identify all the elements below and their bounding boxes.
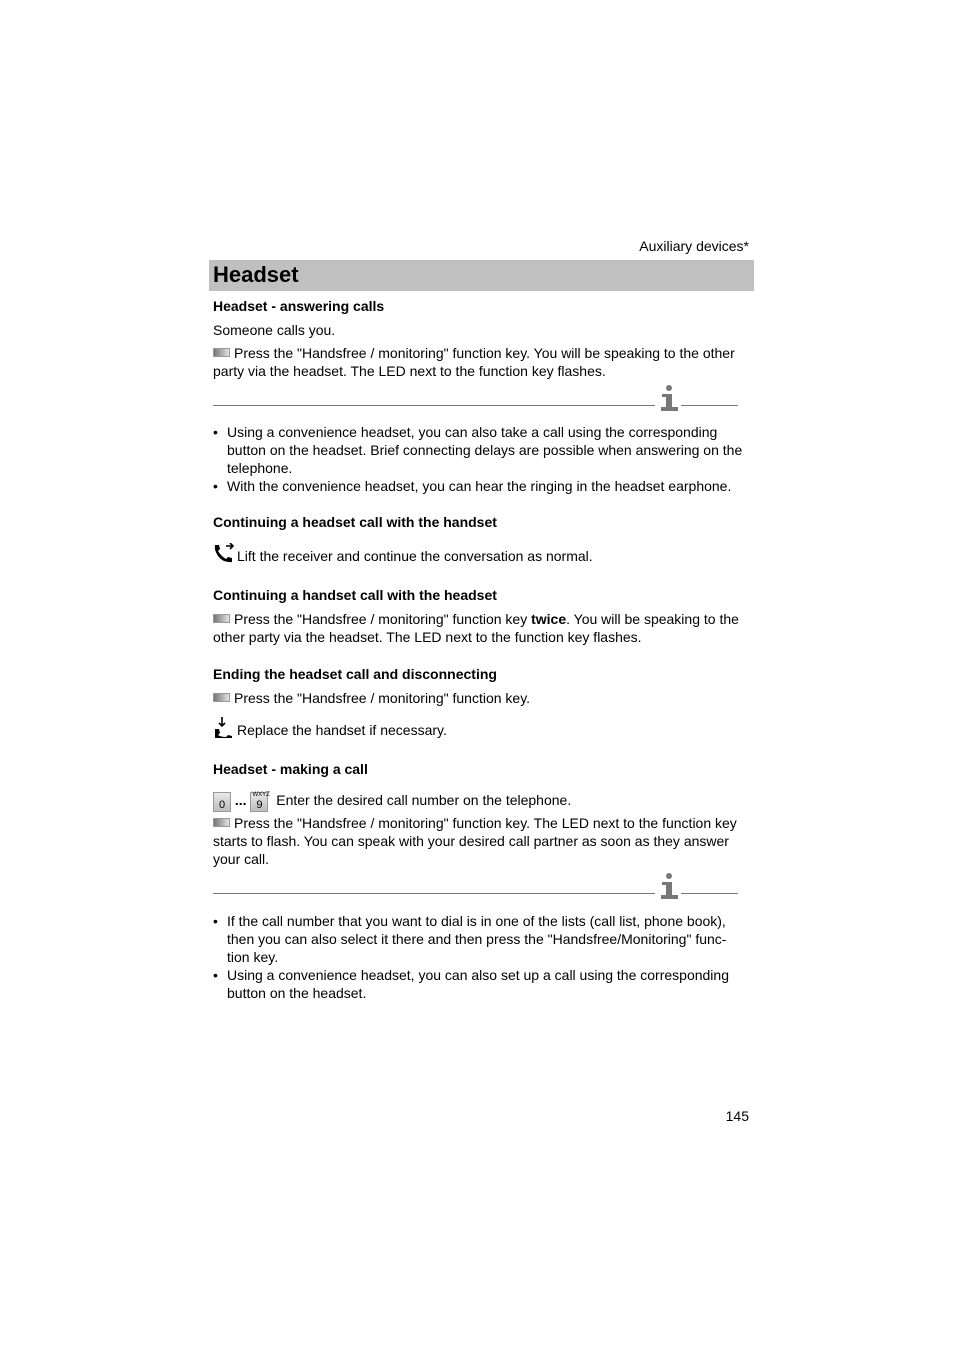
function-key-icon [213,693,230,702]
page-number: 145 [725,1108,749,1124]
list-item: • Using a convenience headset, you can also set up a call using the corresponding button on the headset. [213,966,748,1002]
section-answering [213,297,748,315]
section-heading: Continuing a handset call with the headset [213,587,497,603]
list-item: • Using a convenience headset, you can also take a call using the corresponding button on the headset. Brief connecting delays are possible when answering on the telephone. [213,423,748,477]
continue-headset-step: Press the "Handsfree / monitoring" function key twice. You will be speaking to the other party via the headset. The LED next to the function key flashes. [213,611,739,645]
making-step-2: Press the "Handsfree / monitoring" function key. The LED next to the function key starts to flash. You can speak with your desired call partner as soon as they answer your call. [213,815,737,867]
info-separator [213,874,739,904]
making-step-1: 0 ... WXYZ 9 Enter the desired call number on the telephone. [213,789,748,812]
page-title: Headset [213,262,299,287]
ending-step-2: Replace the handset if necessary. [213,717,748,741]
answering-notes [213,423,748,495]
section-heading: Headset - making a call [213,761,368,777]
function-key-icon [213,818,230,827]
replace-handset-icon [213,717,235,739]
answering-step: Press the "Handsfree / monitoring" function key. You will be speaking to the other party via the headset. The LED next to the function key flashes. [213,345,735,379]
section-heading: Ending the headset call and disconnecting [213,666,497,682]
title-bar [209,260,754,291]
info-icon [660,384,680,414]
digit-key-9: WXYZ 9 [252,792,270,811]
section-heading: Continuing a headset call with the handset [213,514,497,530]
function-key-icon [213,348,230,357]
answering-intro: Someone calls you. [213,322,336,338]
list-item: • With the convenience headset, you can hear the ringing in the headset earphone. [213,477,748,495]
continue-handset-step: Lift the receiver and continue the conversation as normal. [213,543,748,567]
function-key-icon [213,614,230,623]
list-item: • If the call number that you want to dial is in one of the lists (call list, phone book), then you can also select it there and then press the "Handsfree/Monitoring" func-tion key. [213,912,748,966]
running-head: Auxiliary devices* [639,238,749,254]
section-heading: Headset - answering calls [213,298,385,314]
ending-step-1: Press the "Handsfree / monitoring" function key. [213,689,748,707]
digit-key-0: 0 [213,792,231,812]
lift-handset-icon [213,543,235,565]
info-icon [660,872,680,902]
making-notes [213,912,748,1002]
range-separator: ... [234,792,247,808]
info-separator [213,386,739,416]
